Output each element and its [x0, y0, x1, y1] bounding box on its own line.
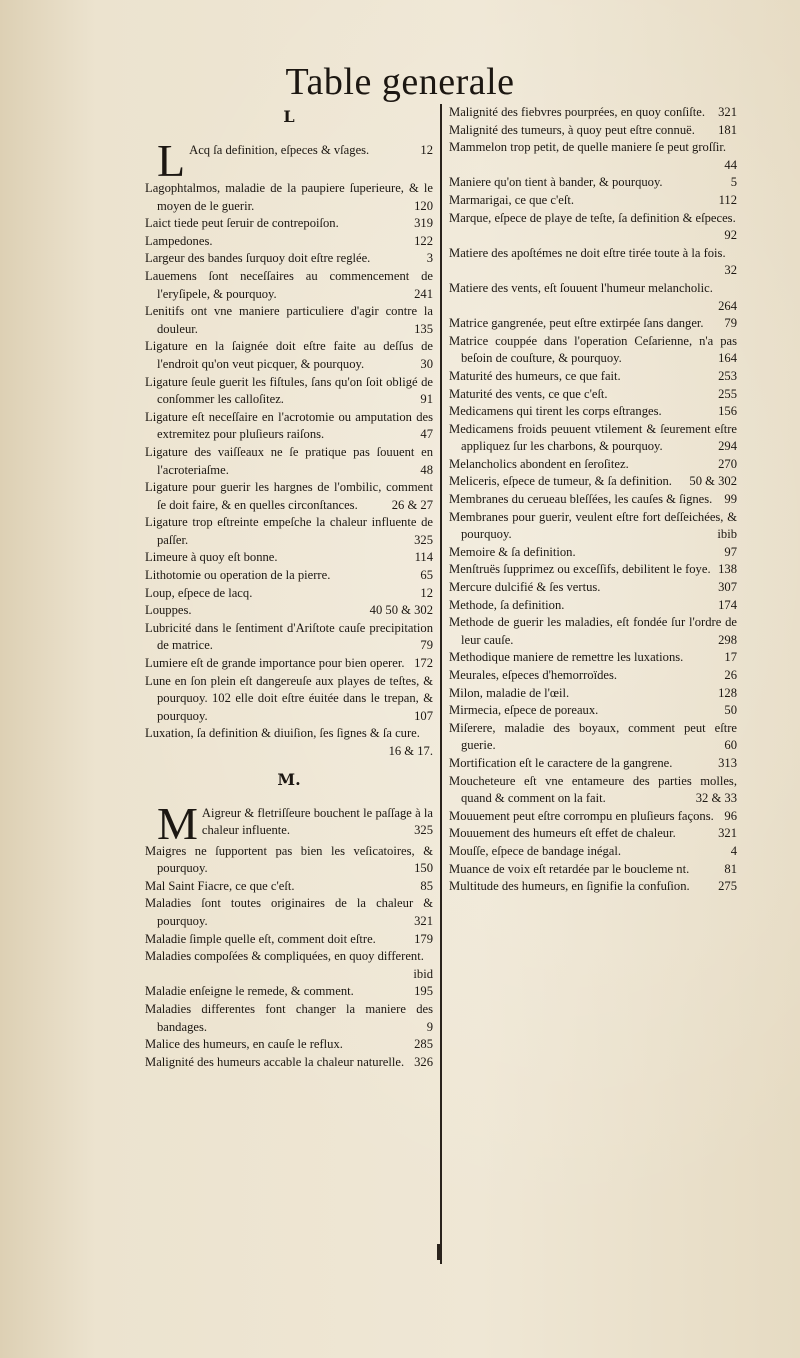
entry-text: Lune en ſon plein eſt dangereuſe aux playes de teſtes, & pourquoy. 102 elle doit eſtre éuitée dans le trepan, & pourquoy. [145, 673, 433, 723]
index-entry [449, 421, 737, 456]
index-entry [449, 861, 737, 879]
page-reference: 325 [414, 532, 433, 547]
entry-text: Louppes. [145, 603, 192, 618]
page-reference: 79 [724, 316, 737, 331]
index-entry [449, 509, 737, 544]
index-entry [145, 444, 433, 479]
entry-text: Malignité des tumeurs, à quoy peut eſtre connuë. [449, 122, 695, 137]
index-entry [145, 409, 433, 444]
entry-text: Mercure dulcifié & ſes vertus. [449, 580, 601, 595]
index-entry [449, 755, 737, 773]
page-reference: 32 [724, 263, 737, 278]
page-reference: 135 [414, 321, 433, 336]
entry-text: Maladies compoſées & compliquées, en quoy different. [145, 949, 424, 964]
entry-text: Mammelon trop petit, de quelle maniere ſe peut groſſir. [449, 140, 726, 155]
entry-text: Membranes pour guerir, veulent eſtre fort deſſeichées, & pourquoy. [449, 509, 737, 542]
page-reference: 120 [414, 198, 433, 213]
entry-text: Laict tiede peut ſeruir de contrepoiſon. [145, 216, 339, 231]
index-entry [145, 843, 433, 878]
index-entry [145, 479, 433, 514]
entry-text: Malignité des humeurs accable la chaleur naturelle. [145, 1054, 405, 1069]
entry-text: Menſtruës ſupprimez ou exceſſifs, debilitent le foye. [449, 562, 711, 577]
index-entry [449, 579, 737, 597]
entry-text: Mouuement des humeurs eſt effet de chaleur. [449, 826, 676, 841]
page-reference: 99 [724, 492, 737, 507]
entry-text: Maigres ne ſupportent pas bien les veſicatoires, & pourquoy. [145, 843, 433, 876]
page-reference: 26 & 27 [391, 497, 433, 512]
page-reference: 40 50 & 302 [369, 603, 433, 618]
entry-text: Matrice gangrenée, peut eſtre extirpée ſans danger. [449, 316, 704, 331]
entry-text: Methodique maniere de remettre les luxations. [449, 650, 684, 665]
index-entry [449, 685, 737, 703]
page-reference: 122 [414, 233, 433, 248]
page-reference: 60 [724, 738, 737, 753]
page-reference: 97 [724, 544, 737, 559]
entry-text: Maladies ſont toutes originaires de la chaleur & pourquoy. [145, 896, 433, 928]
entry-text: Meliceris, eſpece de tumeur, & ſa definition. [449, 474, 672, 489]
bottom-mark [437, 1244, 440, 1260]
page-reference: 241 [414, 286, 433, 301]
entry-text: Ligature eſt neceſſaire en l'acrotomie ou amputation des extremitez pour pluſieurs raiſons. [145, 409, 433, 442]
page-reference: 195 [414, 984, 433, 999]
page-reference: 32 & 33 [695, 791, 737, 806]
index-entry [145, 567, 433, 585]
index-entry [145, 1054, 433, 1072]
entry-text: Meurales, eſpeces d'hemorroïdes. [449, 668, 618, 682]
entry-text: Ligature en la ſaignée doit eſtre faite au deſſus de l'endroit qu'on veut picquer, & pourquoy. [145, 339, 433, 371]
entry-text: Miſerere, maladie des boyaux, comment peut eſtre guerie. [449, 720, 737, 753]
entries-right-list [449, 104, 737, 896]
index-entry [449, 104, 737, 122]
entry-text: Membranes du cerueau bleſſées, les cauſes & ſignes. [449, 492, 713, 507]
page-reference: 172 [414, 656, 433, 671]
drop-cap-initial: L [157, 135, 186, 186]
column-divider [440, 104, 442, 1264]
entry-text: Lauemens ſont neceſſaires au commencement de l'eryſipele, & pourquoy. [145, 268, 433, 301]
index-entry [145, 549, 433, 567]
page-reference: 264 [718, 298, 737, 313]
page-reference: 12 [420, 585, 433, 600]
index-entry [145, 180, 433, 215]
entry-text: Mortification eſt le caractere de la gangrene. [449, 755, 673, 770]
page-reference: 12 [420, 143, 433, 157]
page-reference: 114 [414, 550, 433, 565]
index-entry [449, 773, 737, 808]
index-entry [449, 702, 737, 720]
page-reference: 128 [718, 685, 737, 700]
entries-l-list [145, 135, 433, 761]
page-reference: 164 [718, 351, 737, 366]
index-entry [449, 614, 737, 649]
entry-text: Limeure à quoy eſt bonne. [145, 550, 278, 565]
entry-text: Mouuement peut eſtre corrompu en pluſieurs façons. [449, 808, 714, 823]
entry-text: Moucheteure eſt vne entameure des parties molles, quand & comment on la fait. [449, 773, 737, 806]
index-entry [449, 403, 737, 421]
page-reference: 4 [730, 843, 737, 858]
entry-text: Acq ſa definition, eſpeces & vſages. [189, 143, 370, 157]
page-reference: 313 [718, 755, 737, 770]
entry-text: Lubricité dans le ſentiment d'Ariſtote cauſe precipitation de matrice. [145, 620, 433, 653]
entry-text: Maturité des humeurs, ce que fait. [449, 368, 621, 383]
entry-text: Malignité des fiebvres pourprées, en quoy conſiſte. [449, 105, 706, 119]
index-entry [145, 514, 433, 549]
page-reference: 48 [420, 462, 433, 477]
page-reference: 294 [718, 439, 737, 454]
page-reference: 150 [414, 861, 433, 876]
page-reference: 270 [718, 456, 737, 471]
index-entry [449, 667, 737, 685]
index-entry [145, 797, 433, 849]
entry-text: Matiere des vents, eſt ſouuent l'humeur melancholic. [449, 280, 713, 295]
index-entry [145, 895, 433, 930]
index-entry [449, 386, 737, 404]
index-entry [145, 215, 433, 233]
page-reference: 326 [414, 1054, 433, 1069]
index-entry [145, 135, 433, 186]
index-entry [145, 878, 433, 896]
page-reference: 91 [420, 392, 433, 407]
index-entry [449, 245, 737, 280]
page-reference: 5 [730, 175, 737, 190]
page-reference: 181 [718, 122, 737, 137]
page-reference: 321 [718, 105, 737, 119]
page-reference: 44 [724, 157, 737, 172]
page-reference: 275 [718, 879, 737, 894]
index-entry [145, 1036, 433, 1054]
entry-text: Mal Saint Fiacre, ce que c'eſt. [145, 878, 295, 893]
page-reference: 85 [420, 878, 433, 893]
index-entry [449, 808, 737, 826]
page-reference: ibib [717, 527, 737, 542]
entry-text: Lumiere eſt de grande importance pour bien operer. [145, 656, 405, 671]
index-entry [145, 303, 433, 338]
page-reference: 325 [414, 823, 433, 838]
index-entry [449, 210, 737, 245]
drop-cap-initial: M [157, 797, 198, 849]
page-reference: 255 [718, 386, 737, 401]
entry-text: Luxation, ſa definition & diuiſion, ſes ſignes & ſa cure. [145, 726, 420, 741]
entry-text: Loup, eſpece de lacq. [145, 585, 253, 600]
index-entry [449, 561, 737, 579]
page-title: Table generale [285, 61, 515, 103]
entry-text: Ligature ſeule guerit les fiſtules, ſans qu'on ſoit obligé de conſommer les calloſitez. [145, 374, 433, 407]
page-reference: 79 [420, 638, 433, 653]
page-reference: 81 [724, 861, 737, 876]
index-entry [449, 368, 737, 386]
index-entry [449, 333, 737, 368]
entry-text: Maniere qu'on tient à bander, & pourquoy. [449, 175, 663, 190]
entry-text: Lenitifs ont vne maniere particuliere d'agir contre la douleur. [145, 304, 433, 336]
page-reference: 298 [718, 632, 737, 647]
entry-text: Lagophtalmos, maladie de la paupiere ſuperieure, & le moyen de le guerir. [145, 181, 433, 213]
entry-text: Melancholics abondent en ſeroſitez. [449, 456, 629, 471]
entry-text: Ligature des vaiſſeaux ne ſe pratique pas ſouuent en l'acroteriaſme. [145, 444, 433, 477]
page-reference: 9 [426, 1019, 433, 1034]
index-entry [449, 649, 737, 667]
index-entry [145, 268, 433, 303]
page-reference: 179 [414, 931, 433, 946]
page-reference: 107 [414, 708, 433, 723]
entry-text: Marque, eſpece de playe de teſte, ſa definition & eſpeces. [449, 210, 736, 225]
page-reference: 112 [718, 192, 737, 207]
page-reference: 30 [420, 356, 433, 371]
entry-text: Ligature trop eſtreinte empeſche la chaleur influente de paſſer. [145, 515, 433, 547]
entry-text: Medicamens qui tirent les corps eſtranges. [449, 404, 662, 419]
index-entry [449, 544, 737, 562]
page-reference: 253 [718, 368, 737, 383]
entry-text: Memoire & ſa definition. [449, 544, 576, 559]
page-reference: 50 & 302 [689, 474, 737, 489]
entry-text: Maladie enſeigne le remede, & comment. [145, 984, 354, 999]
page-reference: 307 [718, 580, 737, 595]
page-reference: ibid [413, 966, 433, 981]
entry-text: Marmarigai, ce que c'eſt. [449, 192, 574, 207]
index-entry [449, 456, 737, 474]
section-heading-m: M. [277, 769, 301, 789]
entry-text: Methode de guerir les maladies, eſt fondée ſur l'ordre de leur cauſe. [449, 615, 737, 647]
index-entry [449, 139, 737, 174]
page-reference: 138 [718, 562, 737, 577]
page-reference: 174 [718, 597, 737, 612]
page-reference: 17 [724, 650, 737, 665]
entry-text: Methode, ſa definition. [449, 597, 565, 612]
page-reference: 16 & 17. [388, 744, 433, 758]
page-reference: 285 [414, 1037, 433, 1052]
index-entry [145, 374, 433, 409]
entry-text: Ligature pour guerir les hargnes de l'ombilic, comment ſe doit faire, & en quelles circonſtances. [145, 480, 433, 512]
page-reference: 96 [724, 808, 737, 823]
index-entry [449, 491, 737, 509]
page-reference: 156 [718, 404, 737, 419]
index-entry [449, 597, 737, 615]
index-entry [145, 602, 433, 620]
index-entry [145, 948, 433, 983]
entry-text: Malice des humeurs, en cauſe le reflux. [145, 1037, 343, 1052]
index-entry [145, 655, 433, 673]
page-reference: 47 [420, 427, 433, 442]
left-column [145, 104, 433, 1071]
entry-text: Muance de voix eſt retardée par le boucleme nt. [449, 861, 690, 876]
entry-text: Largeur des bandes ſurquoy doit eſtre reglée. [145, 251, 371, 266]
index-entry [145, 1001, 433, 1036]
section-heading-l: L [283, 107, 295, 126]
page-reference: 50 [724, 703, 737, 718]
page-reference: 321 [718, 826, 737, 841]
entry-text: Aigreur & fletriſſeure bouchent le paſſage à la chaleur influente. [201, 805, 433, 838]
entry-text: Lampedones. [145, 233, 213, 248]
page-reference: 3 [426, 251, 433, 266]
page-reference: 65 [420, 568, 433, 583]
entry-text: Maladies differentes font changer la maniere des bandages. [145, 1001, 433, 1034]
page-reference: 26 [724, 668, 737, 682]
index-entry [449, 174, 737, 192]
index-entry [449, 878, 737, 896]
index-entry [145, 673, 433, 726]
index-entry [449, 122, 737, 140]
page-reference: 319 [414, 216, 433, 231]
entry-text: Milon, maladie de l'œil. [449, 685, 570, 700]
index-entry [449, 280, 737, 315]
index-entry [145, 338, 433, 373]
index-entry [449, 720, 737, 755]
index-entry [449, 192, 737, 210]
entry-text: Matrice couppée dans l'operation Ceſarienne, n'a pas beſoin de couſture, & pourquoy. [449, 333, 737, 366]
index-entry [145, 250, 433, 268]
index-entry [449, 315, 737, 333]
index-entry [449, 825, 737, 843]
index-entry [145, 983, 433, 1001]
entries-m-list [145, 797, 433, 1072]
entry-text: Maturité des vents, ce que c'eſt. [449, 386, 608, 401]
page-reference: 92 [724, 228, 737, 243]
index-entry [145, 233, 433, 251]
index-entry [449, 473, 737, 491]
index-entry [145, 585, 433, 603]
index-entry [145, 725, 433, 760]
right-column [449, 104, 737, 896]
index-entry [145, 931, 433, 949]
entry-text: Maladie ſimple quelle eſt, comment doit eſtre. [145, 931, 376, 946]
entry-text: Matiere des apoſtémes ne doit eſtre tirée toute à la fois. [449, 245, 726, 260]
index-entry [145, 620, 433, 655]
page-reference: 321 [414, 913, 433, 928]
entry-text: Mouſſe, eſpece de bandage inégal. [449, 843, 622, 858]
entry-text: Lithotomie ou operation de la pierre. [145, 568, 331, 583]
entry-text: Medicamens froids peuuent vtilement & ſeurement eſtre appliquez ſur les charbons, & pourquoy. [449, 421, 737, 454]
index-entry [449, 843, 737, 861]
entry-text: Mirmecia, eſpece de poreaux. [449, 703, 599, 718]
entry-text: Multitude des humeurs, en ſignifie la confuſion. [449, 879, 690, 894]
